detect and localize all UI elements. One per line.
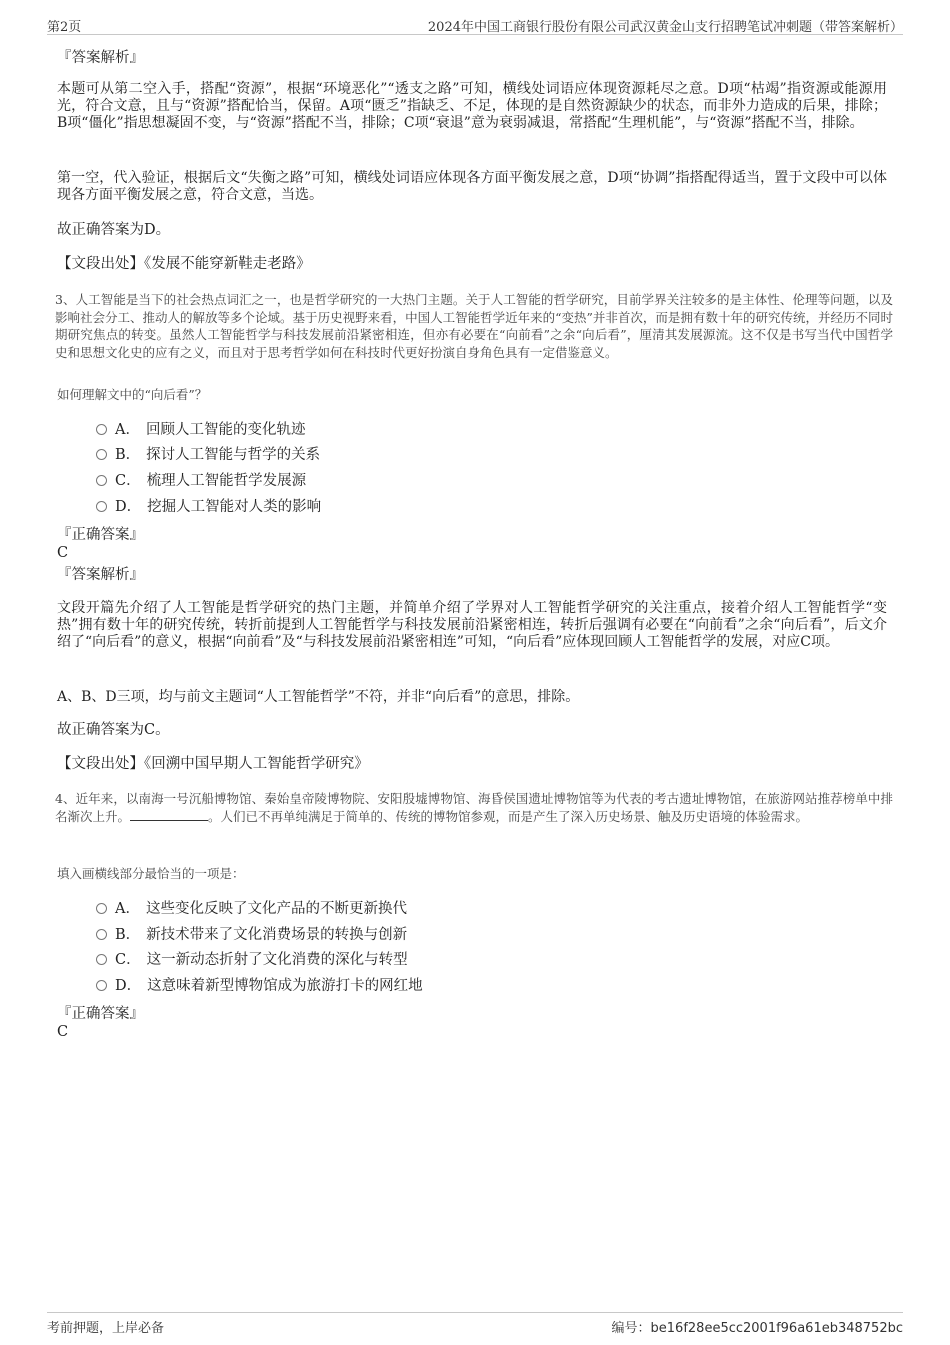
source-citation: 【文段出处】《发展不能穿新鞋走老路》 bbox=[57, 256, 311, 272]
correct-answer: C bbox=[57, 545, 69, 561]
source-citation: 【文段出处】《回溯中国早期人工智能哲学研究》 bbox=[57, 756, 369, 772]
footer-slogan: 考前押题，上岸必备 bbox=[47, 1321, 165, 1336]
question-text: 3、人工智能是当下的社会热点词汇之一，也是哲学研究的一大热门主题。关于人工智能的哲学研究，目前学界关注较多的是主体性、伦理等问题，以及影响社会分工、推动人的解放等多个论域。基于历史视野来看，中国人工智能哲学近年来的“变热”并非首次，而是拥有数十年的研究传统，并经历不同时期研究焦点的转变。虽然人工智能哲学与科技发展前沿紧密相连，但亦有必要在“向前看”之余“向后看”，厘清其发展源流。这不仅是书写当代中国哲学史和思想文化史的应有之义，而且对于思考哲学如何在科技时代更好扮演自身角色具有一定借鉴意义。 bbox=[55, 292, 893, 360]
correct-answer-label: 『正确答案』 bbox=[57, 527, 144, 543]
page-number: 第2页 bbox=[47, 20, 82, 35]
option-a[interactable]: A． 这些变化反映了文化产品的不断更新换代 bbox=[96, 900, 407, 918]
analysis-label: 『答案解析』 bbox=[57, 567, 144, 583]
radio-icon[interactable] bbox=[96, 903, 107, 914]
document-id: 编号：be16f28ee5cc2001f96a61eb348752bc bbox=[611, 1321, 903, 1336]
option-b[interactable]: B． 探讨人工智能与哲学的关系 bbox=[96, 446, 320, 464]
correct-answer: C bbox=[57, 1024, 69, 1040]
question-text: 4、近年来，以南海一号沉船博物馆、秦始皇帝陵博物院、安阳殷墟博物馆、海昏侯国遗址博物馆等为代表的考古遗址博物馆，在旅游网站推荐榜单中排名渐次上升。 。人们已不再单纯满足于简单的、传统的博物馆参观，而是产生了深入历史场景、触及历史语境的体验需求。 bbox=[55, 791, 893, 824]
radio-icon[interactable] bbox=[96, 929, 107, 940]
analysis-paragraph: 第一空，代入验证，根据后文“失衡之路”可知，横线处词语应体现各方面平衡发展之意，D项“协调”指搭配得适当，置于文段中可以体现各方面平衡发展之意，符合文意，当选。 bbox=[57, 170, 887, 203]
radio-icon[interactable] bbox=[96, 501, 107, 512]
correct-answer-label: 『正确答案』 bbox=[57, 1006, 144, 1022]
question-prompt: 如何理解文中的“向后看”？ bbox=[57, 387, 208, 402]
page-footer bbox=[47, 1312, 903, 1335]
radio-icon[interactable] bbox=[96, 424, 107, 435]
document-title: 2024年中国工商银行股份有限公司武汉黄金山支行招聘笔试冲刺题（带答案解析） bbox=[427, 20, 903, 35]
option-c[interactable]: C． 这一新动态折射了文化消费的深化与转型 bbox=[96, 951, 408, 969]
option-d[interactable]: D． 这意味着新型博物馆成为旅游打卡的网红地 bbox=[96, 977, 423, 995]
fill-blank bbox=[130, 808, 208, 821]
conclusion: 故正确答案为C。 bbox=[57, 722, 170, 738]
radio-icon[interactable] bbox=[96, 980, 107, 991]
radio-icon[interactable] bbox=[96, 954, 107, 965]
analysis-paragraph: 本题可从第二空入手，搭配“资源”，根据“环境恶化”“透支之路”可知，横线处词语应体现资源耗尽之意。D项“枯竭”指资源或能源用光，符合文意，且与“资源”搭配恰当，保留。A项“匮乏”指缺乏、不足，体现的是自然资源缺少的状态，而非外力造成的后果，排除；B项“僵化”指思想凝固不变，与“资源”搭配不当，排除；C项“衰退”意为衰弱减退，常搭配“生理机能”，与“资源”搭配不当，排除。 bbox=[57, 81, 887, 131]
question-prompt: 填入画横线部分最恰当的一项是： bbox=[57, 866, 245, 881]
option-d[interactable]: D． 挖掘人工智能对人类的影响 bbox=[96, 498, 321, 516]
page-header bbox=[47, 14, 903, 35]
option-a[interactable]: A． 回顾人工智能的变化轨迹 bbox=[96, 421, 305, 439]
analysis-paragraph: 文段开篇先介绍了人工智能是哲学研究的热门主题，并简单介绍了学界对人工智能哲学研究的关注重点，接着介绍人工智能哲学“变热”拥有数十年的研究传统，转折前提到人工智能哲学与科技发展前沿紧密相连，转折后强调有必要在“向前看”之余“向后看”，后文介绍了“向后看”的意义，根据“向前看”及“与科技发展前沿紧密相连”可知，“向后看”应体现回顾人工智能哲学的发展，对应C项。 bbox=[57, 600, 887, 650]
radio-icon[interactable] bbox=[96, 449, 107, 460]
analysis-paragraph: A、B、D三项，均与前文主题词“人工智能哲学”不符，并非“向后看”的意思，排除。 bbox=[57, 689, 580, 705]
conclusion: 故正确答案为D。 bbox=[57, 222, 171, 238]
option-c[interactable]: C． 梳理人工智能哲学发展源 bbox=[96, 472, 306, 490]
analysis-label: 『答案解析』 bbox=[57, 50, 144, 66]
radio-icon[interactable] bbox=[96, 475, 107, 486]
option-b[interactable]: B． 新技术带来了文化消费场景的转换与创新 bbox=[96, 926, 407, 944]
